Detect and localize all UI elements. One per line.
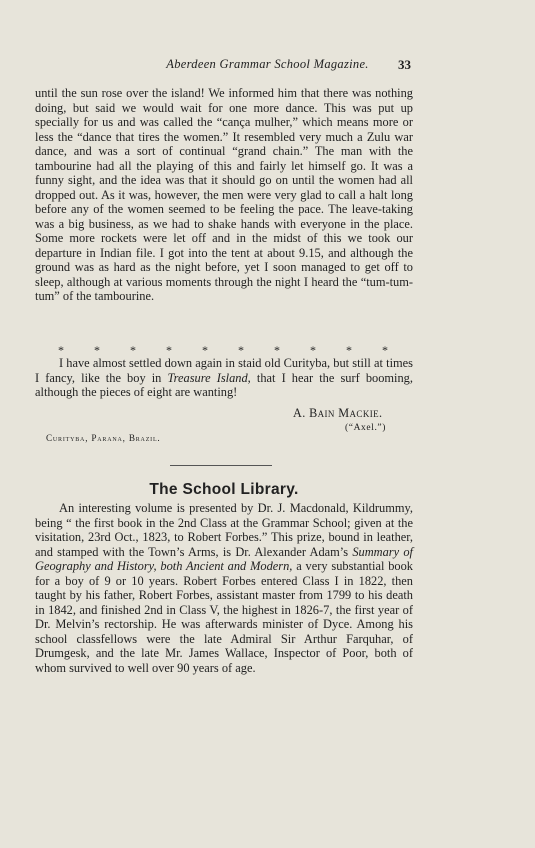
star: * [130,343,136,357]
book-title-treasure-island: Treasure Island, [167,370,251,385]
running-title: Aberdeen Grammar School Magazine. [166,57,369,71]
author-signature [293,406,382,421]
paragraph-text: until the sun rose over the island! We informed him that there was nothing doing, but said we would wait for one more dance. This was put up specially for us and was called the “cança mulher,” which means more or less the “dance that tires the women.” It resembled very much a Zulu war dance, and was a sort of continual “grand chain.” The man with the tambourine had all the playing of this and fairly let himself go. It was a funny sight, and the idea was that it should go on until the women had all dropped out. As it was, however, the men were very glad to call a halt long before any of the women seemed to be feeling the pace. The leave-taking was a big business, as we had to shake hands with everyone in the place. Some more rockets were let off and in the midst of this we took our departure in Indian file. I got into the tent at about 9.15, and although the ground was as hard as the night before, yet I soon managed to get off to sleep, although at various moments through the night I heard the “tum-tum-tum” of the tambourine. [35,86,413,303]
section-title: The School Library. [149,481,299,498]
star: * [166,343,172,357]
author-pseudonym: (“Axel.”) [345,423,387,433]
text-run: An interesting volume is presented by Dr. J. Macdonald, Kildrummy, being “ the first book in the 2nd Class at the Grammar School; given at the visitation, 23rd Oct., 1823, to Robert Forbes.” This prize, bound in leather, and stamped with the Town’s Arms, is Dr. Alexander Adam’s [35,501,413,559]
author-name: Bain Mackie. [309,406,383,420]
star: * [238,343,244,357]
library-paragraph [35,501,413,675]
paragraph-text [35,356,413,400]
star: * [58,343,64,357]
star: * [274,343,280,357]
page-header [0,57,535,75]
star: * [346,343,352,357]
star: * [310,343,316,357]
text-run: I have almost settled down again in staid old Curityba, but still at times I fancy, like the boy in [35,356,413,385]
article-paragraph-1 [35,86,413,304]
text-run: that I hear the surf booming, although the pieces of eight are wanting! [35,370,413,399]
star: * [382,343,388,357]
page-number: 33 [398,57,411,72]
star: * [94,343,100,357]
author-location: Curityba, Parana, Brazil. [46,433,161,443]
book-title-summary: Summary of Geography and History, both Ancient and Modern, [35,544,413,573]
section-divider [170,465,272,466]
star: * [202,343,208,357]
text-run: a very substantial book for a boy of 9 or 10 years. Robert Forbes entered Class I in 1822, then taught by his father, Robert Forbes, assistant master from 1799 to his death in 1842, and finished 2nd in Class V, the highest in 1826-7, the first year of Dr. Melvin’s rectorship. He was afterwards minister of Dyce. Among his school classfellows were the late Admiral Sir Arthur Farquhar, of Drumgesk, and the late Mr. James Wallace, Inspector of Poor, both of whom survived to well over 90 years of age. [35,559,413,675]
paragraph-text [35,501,413,675]
author-initial: A. [293,406,310,420]
article-paragraph-2 [35,356,413,400]
